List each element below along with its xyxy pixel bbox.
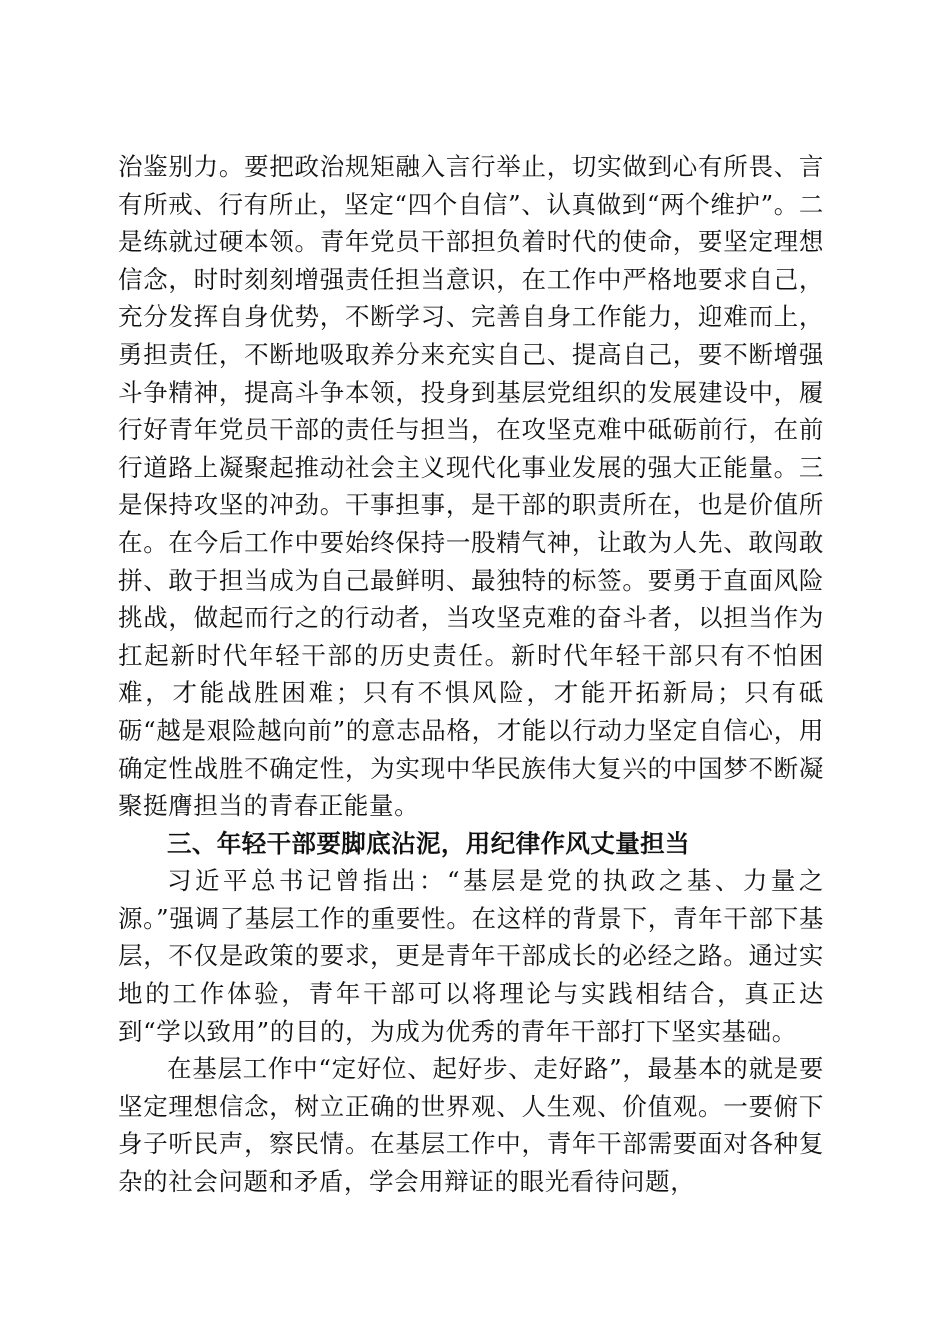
section-heading: 三、年轻干部要脚底沾泥，用纪律作风丈量担当 [167, 828, 690, 858]
paragraph-3: 在基层工作中“定好位、起好步、走好路”，最基本的就是要坚定理想信念，树立正确的世界观、人生观、价值观。一要俯下身子听民声，察民情。在基层工作中，青年干部需要面对各种复杂的社会问题和矛盾，学会用辩证的眼光看待问题， [118, 1054, 824, 1197]
paragraph-2: 习近平总书记曾指出：“基层是党的执政之基、力量之源。”强调了基层工作的重要性。在这样的背景下，青年干部下基层，不仅是政策的要求，更是青年干部成长的必经之路。通过实地的工作体验，青年干部可以将理论与实践相结合，真正达到“学以致用”的目的，为成为优秀的青年干部打下坚实基础。 [118, 866, 824, 1046]
document-body [118, 148, 824, 1201]
paragraph-continued: 治鉴别力。要把政治规矩融入言行举止，切实做到心有所畏、言有所戒、行有所止，坚定“四个自信”、认真做到“两个维护”。二是练就过硬本领。青年党员干部担负着时代的使命，要坚定理想信念，时时刻刻增强责任担当意识，在工作中严格地要求自己，充分发挥自身优势，不断学习、完善自身工作能力，迎难而上，勇担责任，不断地吸取养分来充实自己、提高自己，要不断增强斗争精神，提高斗争本领，投身到基层党组织的发展建设中，履行好青年党员干部的责任与担当，在攻坚克难中砥砺前行，在前行道路上凝聚起推动社会主义现代化事业发展的强大正能量。三是保持攻坚的冲劲。干事担事，是干部的职责所在，也是价值所在。在今后工作中要始终保持一股精气神，让敢为人先、敢闯敢拼、敢于担当成为自己最鲜明、最独特的标签。要勇于直面风险挑战，做起而行之的行动者，当攻坚克难的奋斗者，以担当作为扛起新时代年轻干部的历史责任。新时代年轻干部只有不怕困难，才能战胜困难；只有不惧风险，才能开拓新局；只有砥砺“越是艰险越向前”的意志品格，才能以行动力坚定自信心，用确定性战胜不确定性，为实现中华民族伟大复兴的中国梦不断凝聚挺膺担当的青春正能量。 [118, 152, 824, 821]
